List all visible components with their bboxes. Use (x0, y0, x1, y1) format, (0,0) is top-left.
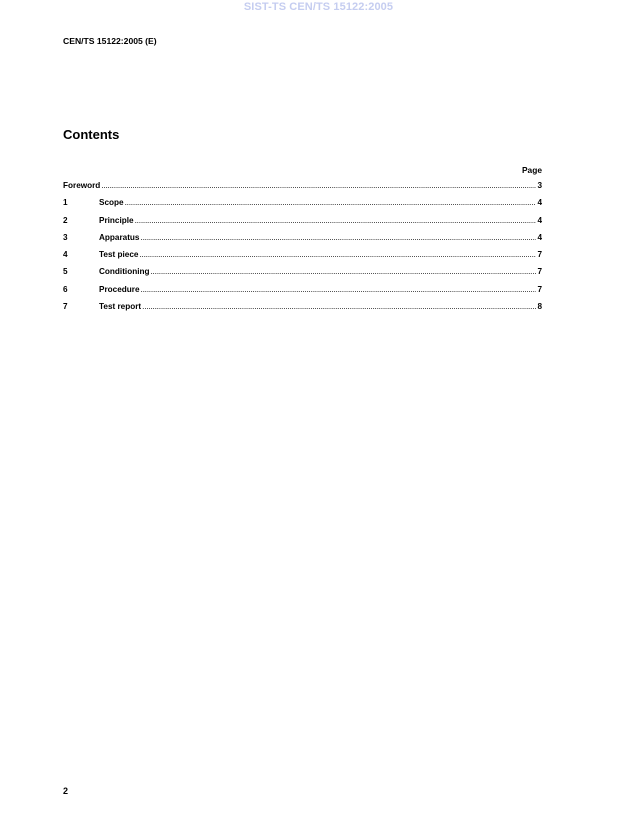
toc-entry-apparatus[interactable] (63, 233, 542, 250)
toc-entry-procedure[interactable] (63, 285, 542, 302)
toc-entry-test-piece[interactable] (63, 250, 542, 267)
toc-entry-title: Foreword (63, 181, 101, 190)
toc-dot-leader (150, 267, 536, 276)
toc-entry-foreword[interactable] (63, 181, 542, 198)
toc-entry-title: Test report (99, 302, 142, 312)
toc-entry-test-report[interactable] (63, 302, 542, 319)
table-of-contents (63, 181, 542, 319)
toc-entry-number: 1 (63, 198, 68, 208)
toc-entry-title: Principle (99, 215, 134, 225)
toc-entry-number: 6 (63, 284, 68, 294)
toc-entry-page: 4 (537, 232, 542, 242)
toc-dot-leader (141, 285, 537, 294)
toc-entry-page: 7 (537, 284, 542, 294)
page-column-label: Page (521, 165, 542, 175)
toc-dot-leader (139, 250, 536, 259)
toc-entry-number: 4 (63, 250, 68, 260)
toc-entry-title: Test piece (99, 250, 139, 260)
toc-entry-principle[interactable] (63, 216, 542, 233)
toc-entry-number: 7 (63, 302, 68, 312)
toc-entry-number: 5 (63, 267, 68, 277)
contents-heading: Contents (63, 127, 120, 142)
toc-entry-number: 2 (63, 215, 68, 225)
toc-entry-title: Conditioning (99, 267, 150, 277)
watermark-text: SIST-TS CEN/TS 15122:2005 (243, 1, 394, 13)
page-number: 2 (63, 786, 69, 796)
toc-dot-leader (125, 198, 537, 207)
toc-entry-title: Apparatus (99, 232, 140, 242)
document-identifier: CEN/TS 15122:2005 (E) (63, 36, 157, 46)
toc-dot-leader (135, 216, 537, 225)
toc-entry-number: 3 (63, 232, 68, 242)
toc-dot-leader (101, 181, 536, 190)
toc-entry-page: 3 (537, 181, 542, 190)
toc-entry-title: Procedure (99, 284, 140, 294)
toc-entry-conditioning[interactable] (63, 267, 542, 284)
toc-entry-page: 7 (537, 250, 542, 260)
toc-entry-page: 7 (537, 267, 542, 277)
toc-entry-title: Scope (99, 198, 124, 208)
toc-entry-scope[interactable] (63, 198, 542, 215)
toc-entry-page: 4 (537, 198, 542, 208)
toc-dot-leader (142, 302, 536, 311)
toc-dot-leader (141, 233, 537, 242)
toc-entry-page: 4 (537, 215, 542, 225)
toc-entry-page: 8 (537, 302, 542, 312)
